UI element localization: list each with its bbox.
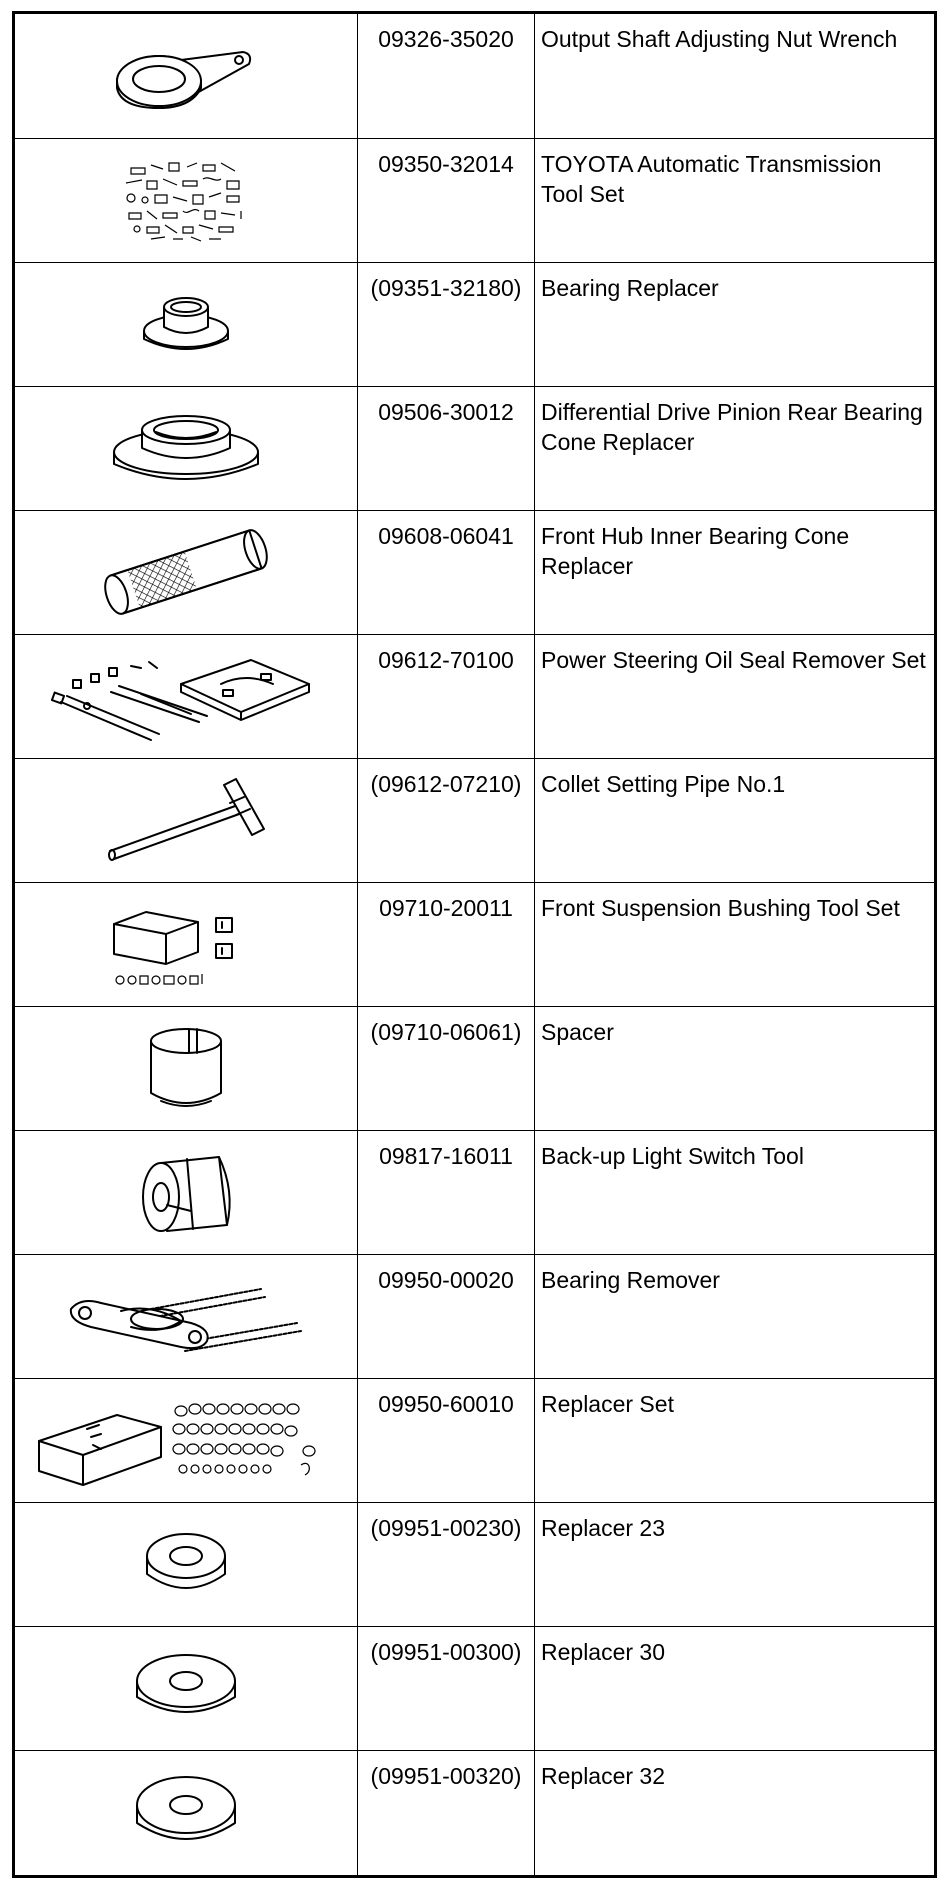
part-number: 09326-35020: [358, 14, 535, 138]
tool-name: Bearing Remover: [535, 1254, 936, 1378]
tool-name: Replacer 32: [535, 1750, 936, 1875]
tool-illustration-cell: [15, 510, 358, 634]
tool-name: Front Suspension Bushing Tool Set: [535, 882, 936, 1006]
table-row: [15, 1750, 936, 1875]
tool-set-icon: [111, 153, 261, 248]
part-number: 09710-20011: [358, 882, 535, 1006]
part-number: (09951-00320): [358, 1750, 535, 1875]
tools-table: [15, 14, 936, 1875]
t-handle-pipe-icon: [96, 773, 276, 868]
special-service-tools-sheet: [12, 11, 937, 1878]
tool-illustration-cell: [15, 1006, 358, 1130]
table-row: [15, 1254, 936, 1378]
part-number: 09350-32014: [358, 138, 535, 262]
knurled-cylinder-icon: [91, 522, 281, 622]
tool-illustration-cell: [15, 1130, 358, 1254]
tool-name: Differential Drive Pinion Rear Bearing Cone Replacer: [535, 386, 936, 510]
bushing-tool-set-icon: [106, 894, 266, 994]
seal-remover-set-icon: [41, 644, 331, 749]
part-number: (09351-32180): [358, 262, 535, 386]
tool-name: Spacer: [535, 1006, 936, 1130]
table-row: [15, 758, 936, 882]
tool-illustration-cell: [15, 1502, 358, 1626]
tool-illustration-cell: [15, 1626, 358, 1750]
ring-icon: [131, 1765, 241, 1860]
spacer-icon: [141, 1021, 231, 1116]
table-row: [15, 14, 936, 138]
tool-illustration-cell: [15, 386, 358, 510]
tool-name: Replacer 30: [535, 1626, 936, 1750]
tool-name: Output Shaft Adjusting Nut Wrench: [535, 14, 936, 138]
tool-illustration-cell: [15, 14, 358, 138]
part-number: 09817-16011: [358, 1130, 535, 1254]
table-row: [15, 510, 936, 634]
table-row: [15, 1626, 936, 1750]
tool-illustration-cell: [15, 1254, 358, 1378]
tool-name: Bearing Replacer: [535, 262, 936, 386]
nut-wrench-icon: [111, 36, 261, 116]
part-number: 09612-70100: [358, 634, 535, 758]
tool-illustration-cell: [15, 882, 358, 1006]
table-row: [15, 386, 936, 510]
tool-illustration-cell: [15, 758, 358, 882]
table-row: [15, 634, 936, 758]
tool-name: Front Hub Inner Bearing Cone Replacer: [535, 510, 936, 634]
part-number: (09951-00230): [358, 1502, 535, 1626]
tool-name: Replacer Set: [535, 1378, 936, 1502]
part-number: (09951-00300): [358, 1626, 535, 1750]
part-number: 09950-60010: [358, 1378, 535, 1502]
tool-name: Collet Setting Pipe No.1: [535, 758, 936, 882]
table-row: [15, 1006, 936, 1130]
tool-illustration-cell: [15, 262, 358, 386]
bearing-remover-icon: [61, 1269, 311, 1364]
tool-illustration-cell: [15, 634, 358, 758]
part-number: 09608-06041: [358, 510, 535, 634]
tool-name: TOYOTA Automatic Transmission Tool Set: [535, 138, 936, 262]
table-row: [15, 138, 936, 262]
tool-illustration-cell: [15, 138, 358, 262]
ring-icon: [141, 1522, 231, 1607]
tool-name: Power Steering Oil Seal Remover Set: [535, 634, 936, 758]
table-row: [15, 1378, 936, 1502]
part-number: 09506-30012: [358, 386, 535, 510]
tool-name: Replacer 23: [535, 1502, 936, 1626]
socket-tool-icon: [131, 1145, 241, 1240]
table-row: [15, 882, 936, 1006]
tool-name: Back-up Light Switch Tool: [535, 1130, 936, 1254]
replacer-set-icon: [31, 1385, 341, 1495]
cone-replacer-icon: [106, 406, 266, 491]
table-row: [15, 1502, 936, 1626]
bearing-replacer-icon: [136, 287, 236, 362]
part-number: (09612-07210): [358, 758, 535, 882]
part-number: (09710-06061): [358, 1006, 535, 1130]
ring-icon: [131, 1643, 241, 1733]
table-row: [15, 1130, 936, 1254]
table-row: [15, 262, 936, 386]
part-number: 09950-00020: [358, 1254, 535, 1378]
tool-illustration-cell: [15, 1750, 358, 1875]
tool-illustration-cell: [15, 1378, 358, 1502]
